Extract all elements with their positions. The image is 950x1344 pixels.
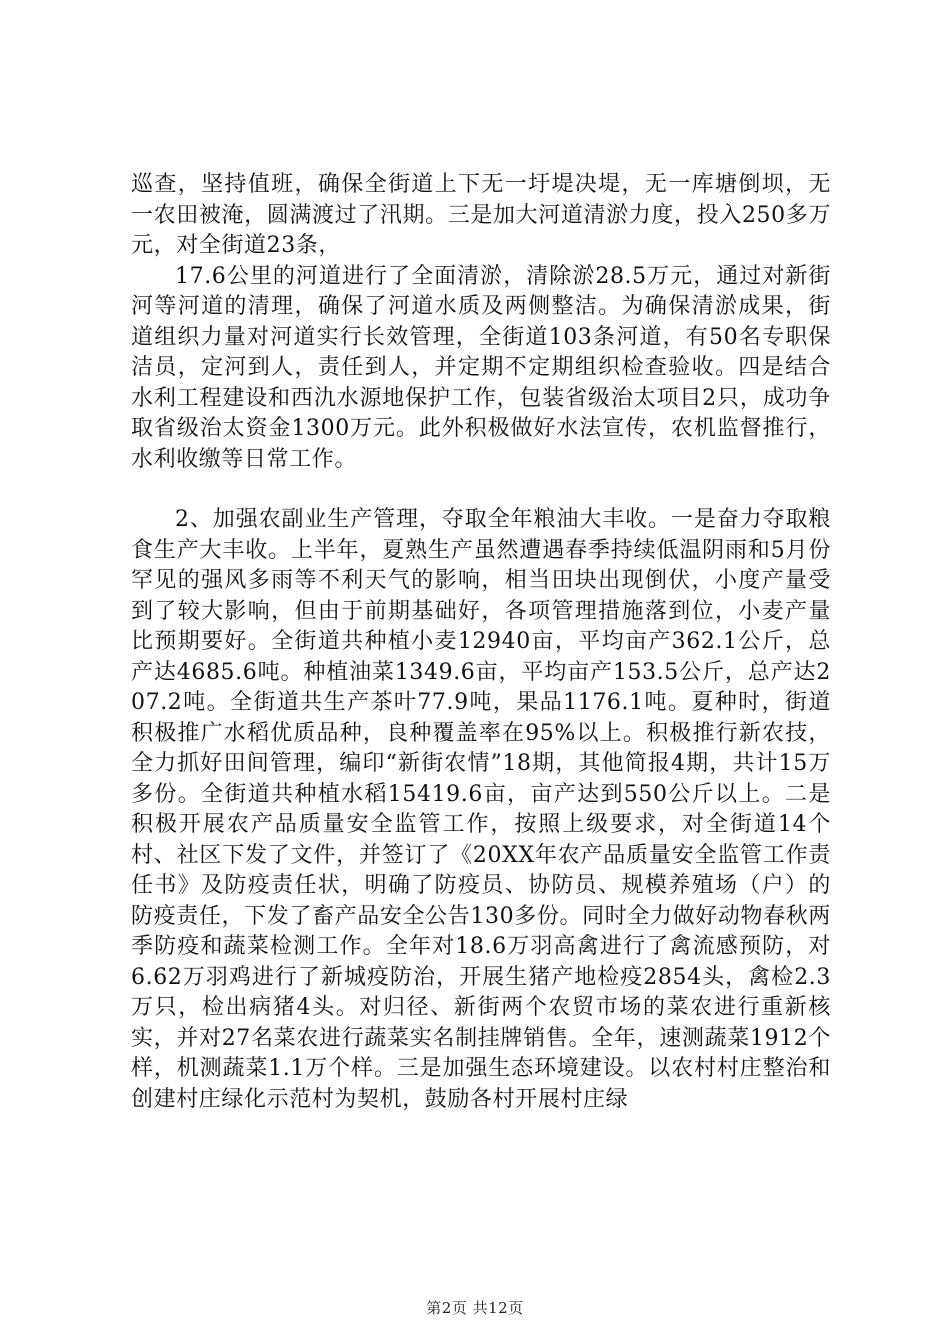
page-number-footer: 第2页 共12页: [426, 1299, 524, 1317]
paragraph-continuation: 巡查，坚持值班，确保全街道上下无一圩堤决堤，无一库塘倒坝，无一农田被淹，圆满渡过了汛期。三是加大河道清淤力度，投入250多万元，对全街道23条，: [131, 172, 831, 258]
paragraph-agriculture: 2、加强农副业生产管理，夺取全年粮油大丰收。一是奋力夺取粮食生产大丰收。上半年，夏熟生产虽然遭遇春季持续低温阴雨和5月份罕见的强风多雨等不利天气的影响，相当田块出现倒伏，小度产量受到了较大影响，但由于前期基础好，各项管理措施落到位，小麦产量比预期要好。全街道共种植小麦12940亩，平均亩产362.1公斤，总产达4685.6吨。种植油菜1349.6亩，平均亩产153.5公斤，总产达207.2吨。全街道共生产茶叶77.9吨，果品1176.1吨。夏种时，街道积极推广水稻优质品种，良种覆盖率在95%以上。积极推行新农技，全力抓好田间管理，编印“新街农情”18期，其他简报4期，共计15万多份。全街道共种植水稻15419.6亩，亩产达到550公斤以上。二是积极开展农产品质量安全监管工作，按照上级要求，对全街道14个村、社区下发了文件，并签订了《20XX年农产品质量安全监管工作责任书》及防疫责任状，明确了防疫员、协防员、规模养殖场（户）的防疫责任，下发了畜产品安全公告130多份。同时全力做好动物春秋两季防疫和蔬菜检测工作。全年对18.6万羽高禽进行了禽流感预防，对6.62万羽鸡进行了新城疫防治，开展生猪产地检疫2854头，禽检2.3万只，检出病猪4头。对归径、新街两个农贸市场的菜农进行重新核实，并对27名菜农进行蔬菜实名制挂牌销售。全年，速测蔬菜1912个样，机测蔬菜1.1万个样。三是加强生态环境建设。以农村村庄整治和创建村庄绿化示范村为契机，鼓励各村开展村庄绿: [131, 507, 831, 1112]
document-body: [131, 170, 831, 1115]
paragraph-gap: [131, 475, 831, 505]
paragraph-river-dredging: 17.6公里的河道进行了全面清淤，清除淤28.5万元，通过对新街河等河道的清理，确保了河道水质及两侧整洁。为确保清淤成果，街道组织力量对河道实行长效管理，全街道103条河道，有50名专职保洁员，定河到人，责任到人，并定期不定期组织检查验收。四是结合水利工程建设和西氿水源地保护工作，包装省级治太项目2只，成功争取省级治太资金1300万元。此外积极做好水法宣传，农机监督推行，水利收缴等日常工作。: [131, 263, 831, 472]
